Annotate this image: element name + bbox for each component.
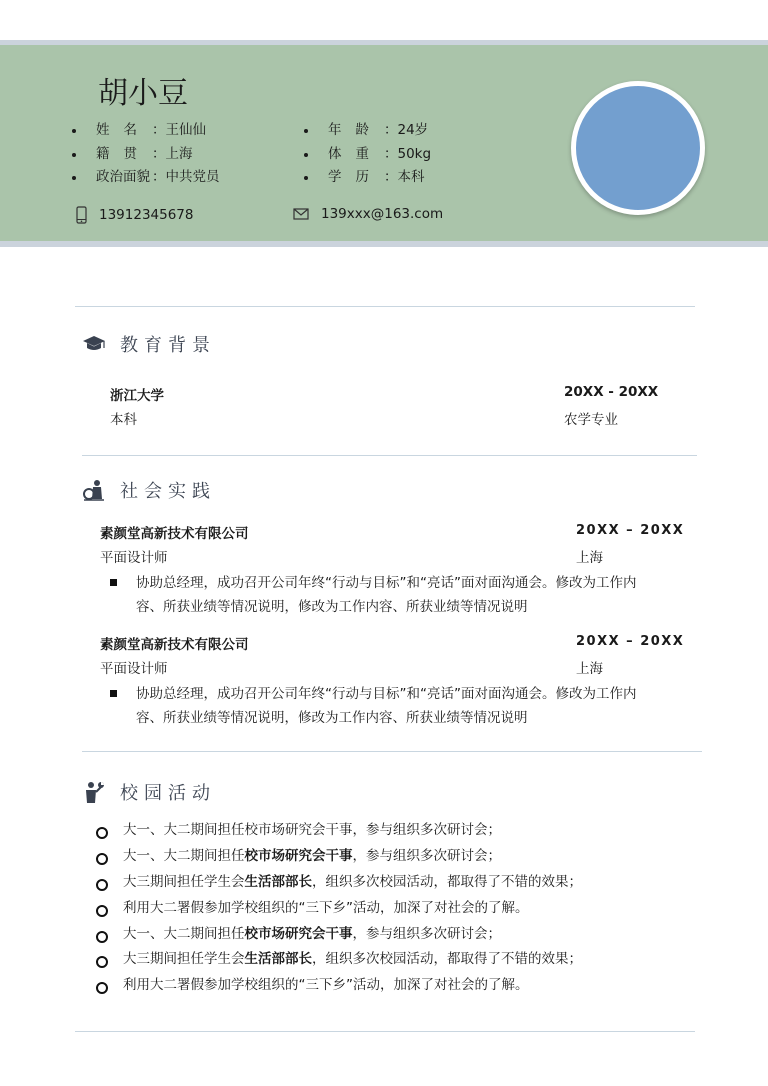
info-value: 上海 xyxy=(165,145,193,162)
info-item: 学历：本科 xyxy=(300,166,431,190)
school-name: 浙江大学 xyxy=(110,388,164,404)
section-divider xyxy=(75,1031,695,1032)
activity-highlight: 校市场研究会干事 xyxy=(244,847,353,864)
info-label: 年龄 xyxy=(328,122,383,138)
contact-email xyxy=(293,206,443,222)
info-value: 24岁 xyxy=(397,122,429,138)
practice-description xyxy=(108,571,648,619)
info-label: 政治面貌 xyxy=(96,169,150,185)
major: 农学专业 xyxy=(564,412,618,428)
section-divider xyxy=(75,306,695,307)
info-value: 王仙仙 xyxy=(165,122,206,138)
phone-number: 13912345678 xyxy=(99,207,194,223)
graduation-cap-icon xyxy=(82,334,106,354)
info-item: 年龄：24岁 xyxy=(300,119,431,143)
list-item xyxy=(96,870,582,896)
info-value: 中共党员 xyxy=(165,169,220,185)
activity-highlight: 校市场研究会干事 xyxy=(244,925,353,942)
company-name: 素颜堂高新技术有限公司 xyxy=(100,526,249,542)
activity-text: 大一、大二期间担任校市场研究会干事，参与组织多次研讨会； xyxy=(123,822,501,838)
section-title-education xyxy=(82,331,216,357)
contact-phone xyxy=(76,206,193,224)
list-item xyxy=(96,818,582,844)
section-title-text: 教育背景 xyxy=(120,335,216,356)
info-label: 籍贯 xyxy=(96,145,151,162)
info-label: 体重 xyxy=(328,145,383,162)
practice-description xyxy=(108,682,648,730)
section-title-activities xyxy=(82,779,216,805)
activity-text: ，参与组织多次研讨会； xyxy=(352,847,501,864)
degree: 本科 xyxy=(110,412,137,428)
activity-text: 大三期间担任学生会 xyxy=(123,951,245,968)
activity-text: 大一、大二期间担任 xyxy=(123,847,245,864)
section-title-text: 社会实践 xyxy=(120,481,216,502)
section-divider xyxy=(82,455,697,456)
job-role: 平面设计师 xyxy=(100,661,168,677)
list-item: 协助总经理，成功召开公司年终“行动与目标”和“亮话”面对面沟通会。修改为工作内容、所获业绩等情况说明，修改为工作内容、所获业绩等情况说明 xyxy=(108,682,648,730)
list-item xyxy=(96,896,582,922)
email-address: 139xxx@163.com xyxy=(321,206,444,222)
activity-text: ，组织多次校园活动，都取得了不错的效果； xyxy=(312,951,582,968)
info-value: 本科 xyxy=(397,169,425,185)
avatar xyxy=(571,81,705,215)
mail-icon xyxy=(293,208,309,220)
practice-date: 20XX – 20XX xyxy=(576,523,685,538)
activity-text: ，参与组织多次研讨会； xyxy=(352,925,501,942)
candidate-name: 胡小豆 xyxy=(98,76,188,111)
info-item: 籍贯：上海 xyxy=(68,143,220,167)
activity-text: 利用大二署假参加学校组织的“三下乡”活动，加深了对社会的了解。 xyxy=(123,977,529,994)
company-name: 素颜堂高新技术有限公司 xyxy=(100,637,249,653)
activity-text: 利用大二署假参加学校组织的“三下乡”活动，加深了对社会的了解。 xyxy=(123,899,529,916)
activity-highlight: 生活部部长 xyxy=(244,873,312,890)
phone-icon xyxy=(76,206,87,224)
education-date: 20XX - 20XX xyxy=(564,384,659,400)
activity-text: 大一、大二期间担任 xyxy=(123,925,245,942)
list-item: 协助总经理，成功召开公司年终“行动与目标”和“亮话”面对面沟通会。修改为工作内容、所获业绩等情况说明，修改为工作内容、所获业绩等情况说明 xyxy=(108,571,648,619)
info-value: 50kg xyxy=(397,145,432,162)
header-bottom-rule xyxy=(0,241,768,247)
section-title-text: 校园活动 xyxy=(120,783,216,804)
section-title-practice xyxy=(82,477,216,503)
personal-info-left xyxy=(68,119,220,190)
worker-icon xyxy=(82,479,106,501)
activity-text: 大三期间担任学生会 xyxy=(123,873,245,890)
list-item xyxy=(96,947,582,973)
info-item: 姓名：王仙仙 xyxy=(68,119,220,143)
info-item: 体重：50kg xyxy=(300,143,431,167)
info-label: 姓名 xyxy=(96,122,151,138)
activity-highlight: 生活部部长 xyxy=(244,951,312,968)
info-item: 政治面貌 ：中共党员 xyxy=(68,166,220,190)
list-item xyxy=(96,922,582,948)
activity-text: ，组织多次校园活动，都取得了不错的效果； xyxy=(312,873,582,890)
practice-date: 20XX – 20XX xyxy=(576,634,685,649)
info-label: 学历 xyxy=(328,169,383,185)
job-location: 上海 xyxy=(576,661,603,677)
section-divider xyxy=(82,751,702,752)
job-role: 平面设计师 xyxy=(100,550,168,566)
list-item xyxy=(96,844,582,870)
presenter-icon xyxy=(82,780,106,804)
job-location: 上海 xyxy=(576,550,603,566)
activity-list xyxy=(96,818,582,999)
list-item xyxy=(96,973,582,999)
personal-info-right xyxy=(300,119,431,190)
